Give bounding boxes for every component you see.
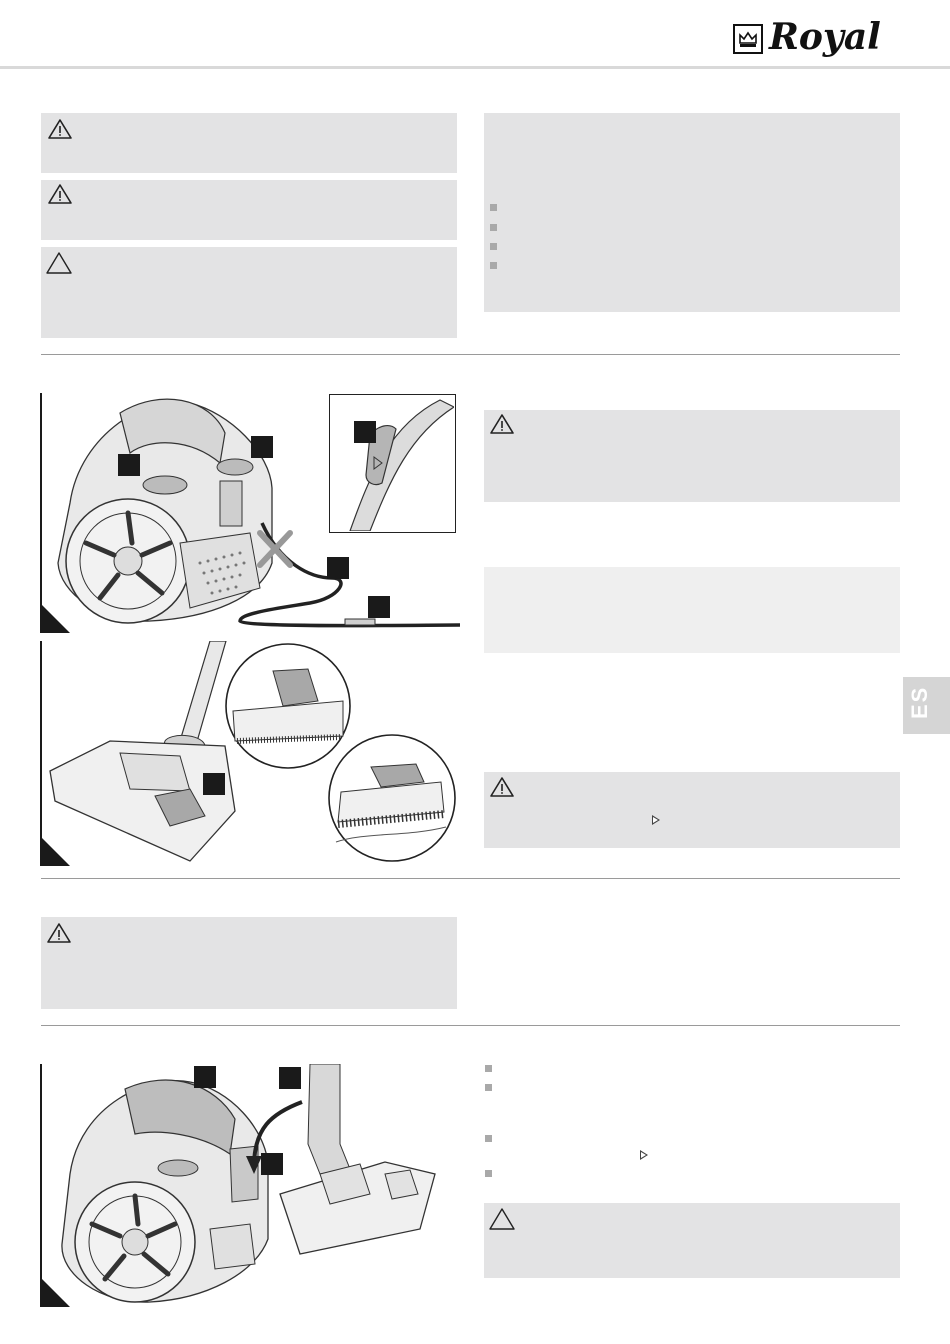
square-bullet-icon <box>485 1084 492 1091</box>
square-bullet-icon <box>485 1135 492 1142</box>
square-bullet-icon <box>490 243 497 250</box>
caution-triangle-outline-icon <box>488 1207 516 1231</box>
nozzle-attachment-figure <box>40 1064 460 1307</box>
info-box-top-right <box>484 113 900 312</box>
figure-callout <box>327 557 349 579</box>
section-divider-3 <box>41 1025 900 1026</box>
vacuum-attachment-drawing <box>40 1064 460 1307</box>
warning-triangle-icon <box>46 922 72 944</box>
warning-box-2 <box>41 180 457 240</box>
figure-callout <box>194 1066 216 1088</box>
figure-corner-marker <box>40 603 70 633</box>
royal-logo <box>733 16 903 58</box>
figure-callout <box>261 1153 283 1175</box>
language-tab <box>903 677 950 734</box>
play-triangle-icon <box>640 1150 648 1160</box>
figure-callout <box>118 454 140 476</box>
language-code: ES <box>907 685 932 719</box>
section-divider-1 <box>41 354 900 355</box>
header-divider <box>0 66 950 69</box>
handle-switch-inset <box>329 394 456 533</box>
figure-callout <box>203 773 225 795</box>
floor-nozzle-switch-figure <box>40 641 460 866</box>
figure-callout <box>279 1067 301 1089</box>
warning-triangle-icon <box>489 776 515 798</box>
figure-corner-marker <box>40 1277 70 1307</box>
crown-icon <box>733 24 763 54</box>
figure-corner-marker <box>40 836 70 866</box>
warning-triangle-icon <box>47 183 73 205</box>
warning-box-4 <box>484 772 900 848</box>
square-bullet-icon <box>490 224 497 231</box>
square-bullet-icon <box>485 1065 492 1072</box>
section-divider-2 <box>41 878 900 879</box>
play-triangle-icon <box>652 815 660 825</box>
brand-name: Royal <box>769 16 881 58</box>
figure-callout <box>368 596 390 618</box>
figure-callout <box>354 421 376 443</box>
nozzle-detail-circle-bottom <box>326 732 458 864</box>
figure-callout <box>251 436 273 458</box>
warning-box-1 <box>41 113 457 173</box>
square-bullet-icon <box>490 262 497 269</box>
warning-box-5 <box>41 917 457 1009</box>
caution-box-1 <box>41 247 457 338</box>
warning-triangle-icon <box>47 118 73 140</box>
square-bullet-icon <box>485 1170 492 1177</box>
warning-triangle-icon <box>489 413 515 435</box>
caution-triangle-outline-icon <box>45 251 73 275</box>
caution-box-2 <box>484 1203 900 1278</box>
note-box-1 <box>484 567 900 653</box>
square-bullet-icon <box>490 204 497 211</box>
warning-box-3 <box>484 410 900 502</box>
